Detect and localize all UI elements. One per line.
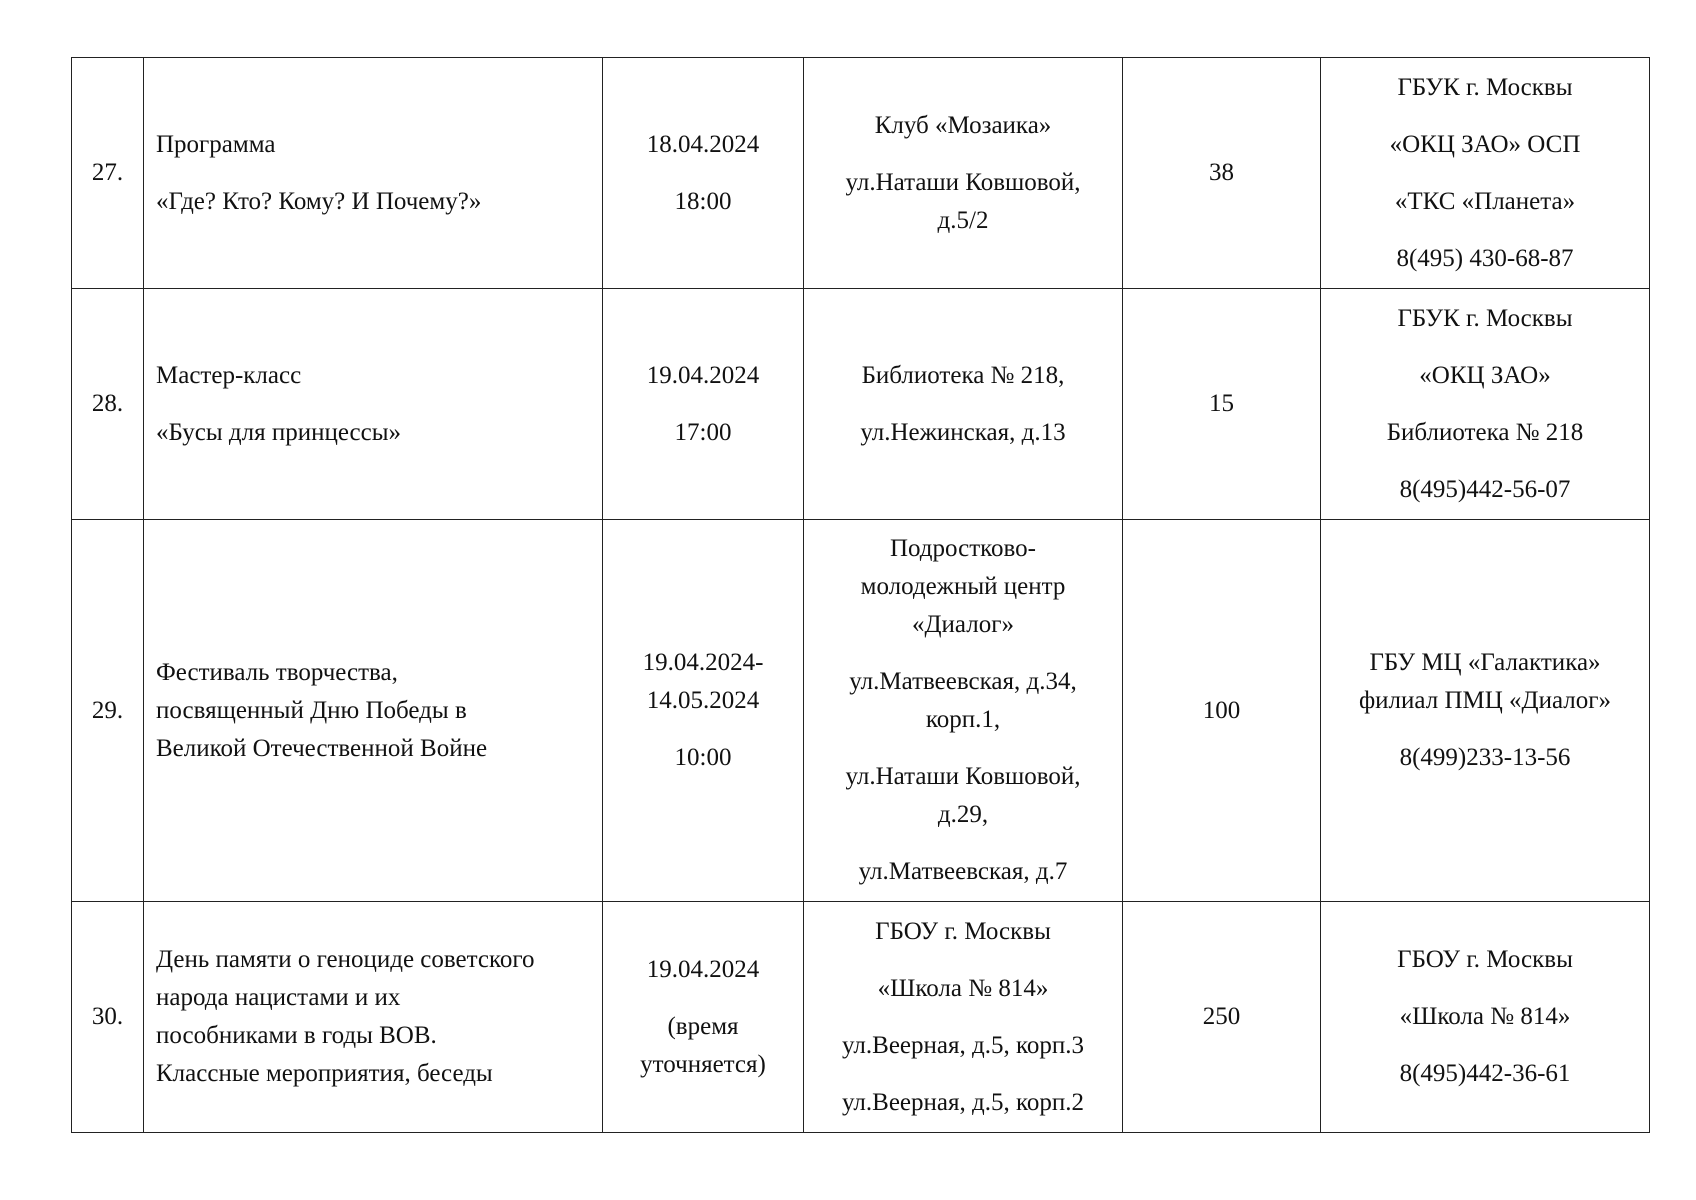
organizer-phone: 8(495) 430-68-87 bbox=[1396, 244, 1574, 272]
event-place bbox=[804, 520, 1123, 902]
place-line: ул.Наташи Ковшовой, bbox=[845, 168, 1081, 196]
event-organizer bbox=[1321, 289, 1650, 520]
event-organizer bbox=[1321, 58, 1650, 289]
title-line: Фестиваль творчества, bbox=[156, 658, 398, 686]
event-title bbox=[144, 58, 603, 289]
organizer-line: «Школа № 814» bbox=[1399, 1003, 1571, 1030]
event-date bbox=[603, 520, 804, 902]
title-line: Классные мероприятия, беседы bbox=[156, 1060, 493, 1087]
place-line: «Школа № 814» bbox=[877, 974, 1049, 1002]
row-number: 27. bbox=[72, 58, 144, 289]
place-line: корп.1, bbox=[925, 706, 1001, 733]
place-line: «Диалог» bbox=[912, 611, 1014, 638]
place-line: ул.Наташи Ковшовой, bbox=[845, 763, 1081, 790]
event-place bbox=[804, 289, 1123, 520]
title-line: Программа bbox=[156, 130, 276, 158]
time-line: 18:00 bbox=[674, 187, 732, 215]
place-line: Подростково- bbox=[889, 535, 1037, 562]
title-line: пособниками в годы ВОВ. bbox=[156, 1022, 437, 1049]
organizer-phone: 8(495)442-36-61 bbox=[1399, 1060, 1571, 1087]
title-line: Мастер-класс bbox=[156, 361, 302, 389]
event-date bbox=[603, 902, 804, 1133]
event-date bbox=[603, 58, 804, 289]
table-row bbox=[72, 902, 1650, 1133]
events-table bbox=[71, 57, 1650, 1133]
title-line: День памяти о геноциде советского bbox=[156, 946, 535, 973]
time-line: 10:00 bbox=[674, 744, 732, 771]
participant-count: 250 bbox=[1123, 902, 1321, 1133]
title-line: «Бусы для принцессы» bbox=[156, 418, 402, 446]
organizer-line: ГБОУ г. Москвы bbox=[1397, 946, 1573, 973]
place-line: Библиотека № 218, bbox=[861, 361, 1065, 389]
organizer-line: ГБУК г. Москвы bbox=[1397, 73, 1573, 101]
date-line: 19.04.2024 bbox=[646, 955, 760, 983]
event-organizer bbox=[1321, 902, 1650, 1133]
event-place bbox=[804, 902, 1123, 1133]
organizer-line: «ОКЦ ЗАО» ОСП bbox=[1389, 130, 1581, 158]
place-line: ул.Нежинская, д.13 bbox=[860, 418, 1066, 446]
place-line: д.5/2 bbox=[937, 206, 989, 234]
title-line: народа нацистами и их bbox=[156, 984, 401, 1011]
table-row bbox=[72, 58, 1650, 289]
title-line: посвященный Дню Победы в bbox=[156, 696, 467, 724]
event-organizer bbox=[1321, 520, 1650, 902]
participant-count: 15 bbox=[1123, 289, 1321, 520]
place-line: ул.Веерная, д.5, корп.3 bbox=[842, 1031, 1084, 1059]
event-place bbox=[804, 58, 1123, 289]
organizer-phone: 8(495)442-56-07 bbox=[1399, 475, 1571, 503]
table-row bbox=[72, 289, 1650, 520]
title-line: Великой Отечественной Войне bbox=[156, 734, 488, 762]
organizer-phone: 8(499)233-13-56 bbox=[1399, 744, 1571, 771]
time-line: (время bbox=[667, 1012, 739, 1040]
organizer-line: ГБУК г. Москвы bbox=[1397, 304, 1573, 332]
time-line: 17:00 bbox=[674, 418, 732, 446]
organizer-line: ГБУ МЦ «Галактика» bbox=[1369, 649, 1601, 676]
place-line: ул.Матвеевская, д.34, bbox=[849, 668, 1077, 695]
date-line: 18.04.2024 bbox=[646, 130, 760, 158]
table-row bbox=[72, 520, 1650, 902]
organizer-line: «ОКЦ ЗАО» bbox=[1419, 361, 1551, 389]
row-number: 28. bbox=[72, 289, 144, 520]
event-title bbox=[144, 520, 603, 902]
place-line: Клуб «Мозаика» bbox=[874, 111, 1052, 139]
organizer-line: «ТКС «Планета» bbox=[1394, 187, 1576, 215]
date-line: 14.05.2024 bbox=[646, 687, 760, 714]
place-line: ул.Матвеевская, д.7 bbox=[858, 858, 1068, 885]
organizer-line: филиал ПМЦ «Диалог» bbox=[1358, 687, 1612, 714]
organizer-line: Библиотека № 218 bbox=[1386, 418, 1584, 446]
place-line: д.29, bbox=[937, 801, 989, 828]
participant-count: 100 bbox=[1123, 520, 1321, 902]
event-title bbox=[144, 902, 603, 1133]
date-line: 19.04.2024- bbox=[642, 649, 764, 676]
event-date bbox=[603, 289, 804, 520]
participant-count: 38 bbox=[1123, 58, 1321, 289]
row-number: 29. bbox=[72, 520, 144, 902]
title-line: «Где? Кто? Кому? И Почему?» bbox=[156, 187, 482, 215]
place-line: молодежный центр bbox=[860, 573, 1066, 600]
event-title bbox=[144, 289, 603, 520]
place-line: ГБОУ г. Москвы bbox=[875, 917, 1051, 945]
place-line: ул.Веерная, д.5, корп.2 bbox=[842, 1088, 1084, 1116]
date-line: 19.04.2024 bbox=[646, 361, 760, 389]
row-number: 30. bbox=[72, 902, 144, 1133]
time-line: уточняется) bbox=[640, 1050, 766, 1078]
